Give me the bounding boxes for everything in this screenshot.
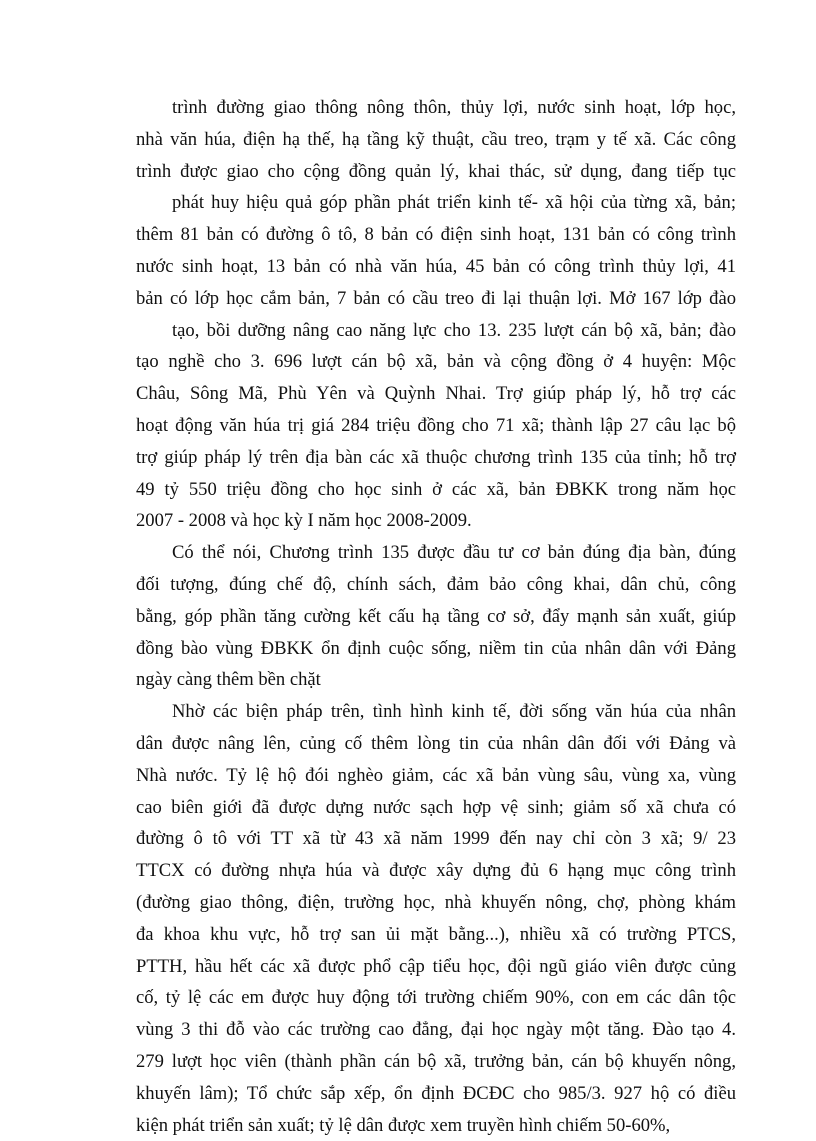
text-line: bằng, góp phần tăng cường kết cấu hạ tầng cơ sở, đẩy mạnh sản xuất, giúp xyxy=(136,601,736,633)
text-line: trình đường giao thông nông thôn, thủy lợi, nước sinh hoạt, lớp học, xyxy=(136,92,736,124)
text-line: đối tượng, đúng chế độ, chính sách, đảm bảo công khai, dân chủ, công xyxy=(136,569,736,601)
text-line: hoạt động văn húa trị giá 284 triệu đồng cho 71 xã; thành lập 27 câu lạc bộ xyxy=(136,410,736,442)
text-line: khuyến lâm); Tổ chức sắp xếp, ổn định ĐCĐC cho 985/3. 927 hộ có điều xyxy=(136,1078,736,1110)
text-line: Nhà nước. Tỷ lệ hộ đói nghèo giảm, các xã bản vùng sâu, vùng xa, vùng xyxy=(136,760,736,792)
text-line: trợ giúp pháp lý trên địa bàn các xã thuộc chương trình 135 của tỉnh; hỗ trợ xyxy=(136,442,736,474)
body-text xyxy=(136,92,736,1141)
text-line: dân được nâng lên, củng cố thêm lòng tin của nhân dân đối với Đảng và xyxy=(136,728,736,760)
text-line: nhà văn húa, điện hạ thế, hạ tầng kỹ thuật, cầu treo, trạm y tế xã. Các công xyxy=(136,124,736,156)
text-line: (đường giao thông, điện, trường học, nhà khuyến nông, chợ, phòng khám xyxy=(136,887,736,919)
text-line: ngày càng thêm bền chặt xyxy=(136,664,736,696)
text-line: đồng bào vùng ĐBKK ổn định cuộc sống, niềm tin của nhân dân với Đảng xyxy=(136,633,736,665)
text-line: TTCX có đường nhựa húa và được xây dựng đủ 6 hạng mục công trình xyxy=(136,855,736,887)
text-line: tạo, bồi dưỡng nâng cao năng lực cho 13. 235 lượt cán bộ xã, bản; đào xyxy=(136,315,736,347)
text-line: đa khoa khu vực, hỗ trợ san ủi mặt bằng...), nhiều xã có trường PTCS, xyxy=(136,919,736,951)
text-line: 2007 - 2008 và học kỳ I năm học 2008-2009. xyxy=(136,505,736,537)
text-line: Nhờ các biện pháp trên, tình hình kinh tế, đời sống văn húa của nhân xyxy=(136,696,736,728)
text-line: đường ô tô với TT xã từ 43 xã năm 1999 đến nay chỉ còn 3 xã; 9/ 23 xyxy=(136,823,736,855)
text-line: thêm 81 bản có đường ô tô, 8 bản có điện sinh hoạt, 131 bản có công trình xyxy=(136,219,736,251)
text-line: nước sinh hoạt, 13 bản có nhà văn húa, 45 bản có công trình thủy lợi, 41 xyxy=(136,251,736,283)
text-line: 49 tỷ 550 triệu đồng cho học sinh ở các xã, bản ĐBKK trong năm học xyxy=(136,474,736,506)
text-line: bản có lớp học cắm bản, 7 bản có cầu treo đi lại thuận lợi. Mở 167 lớp đào xyxy=(136,283,736,315)
text-line: Có thể nói, Chương trình 135 được đầu tư cơ bản đúng địa bàn, đúng xyxy=(136,537,736,569)
text-line: Châu, Sông Mã, Phù Yên và Quỳnh Nhai. Trợ giúp pháp lý, hỗ trợ các xyxy=(136,378,736,410)
text-line: tạo nghề cho 3. 696 lượt cán bộ xã, bản và cộng đồng ở 4 huyện: Mộc xyxy=(136,346,736,378)
text-line: vùng 3 thi đỗ vào các trường cao đẳng, đại học ngày một tăng. Đào tạo 4. xyxy=(136,1014,736,1046)
text-line: cao biên giới đã được dựng nước sạch hợp vệ sinh; giảm số xã chưa có xyxy=(136,792,736,824)
text-line: 279 lượt học viên (thành phần cán bộ xã, trưởng bản, cán bộ khuyến nông, xyxy=(136,1046,736,1078)
text-line: phát huy hiệu quả góp phần phát triển kinh tế- xã hội của từng xã, bản; xyxy=(136,187,736,219)
text-line: cố, tỷ lệ các em được huy động tới trường chiếm 90%, con em các dân tộc xyxy=(136,982,736,1014)
text-line: trình được giao cho cộng đồng quản lý, khai thác, sử dụng, đang tiếp tục xyxy=(136,156,736,188)
text-line: PTTH, hầu hết các xã được phổ cập tiểu học, đội ngũ giáo viên được củng xyxy=(136,951,736,983)
text-line: kiện phát triển sản xuất; tỷ lệ dân được xem truyền hình chiếm 50-60%, xyxy=(136,1110,736,1141)
